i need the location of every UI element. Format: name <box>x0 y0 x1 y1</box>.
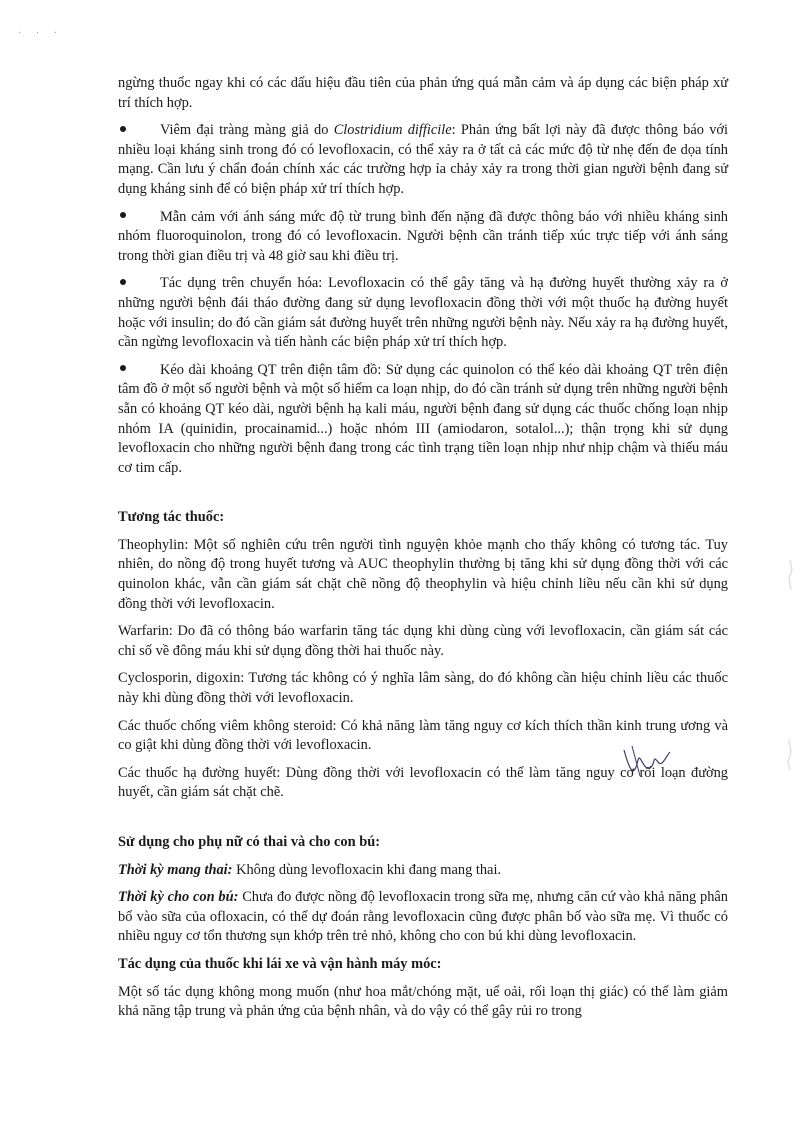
driving-paragraph: Một số tác dụng không mong muốn (như hoa mắt/chóng mặt, uể oải, rối loạn thị giác) có thể làm giảm khả năng tập trung và phản ứng của bệnh nhân, và do vậy có thể gây rủi ro trong <box>118 983 728 1020</box>
handwritten-initials-mark <box>618 742 674 782</box>
edge-stain-mark <box>786 560 794 590</box>
bullet-icon <box>120 212 126 218</box>
driving-heading: Tác dụng của thuốc khi lái xe và vận hành máy móc: <box>118 955 442 972</box>
bullet-prefix: Viêm đại tràng màng giả do <box>160 122 334 139</box>
bullet-item-colitis <box>118 121 728 199</box>
bullet-italic-term: Clostridium difficile <box>333 122 452 139</box>
lactation-label: Thời kỳ cho con bú: <box>118 889 239 906</box>
interaction-theophylin: Theophylin: Một số nghiên cứu trên người tình nguyện khỏe mạnh cho thấy không có tương tác. Tuy nhiên, do nồng độ trong huyết tương và AUC theophylin thường bị tăng khi sử dụng đồng thời với các quinolon khác, vẫn cần giám sát chặt chẽ nồng độ theophylin và hiệu chỉnh liều nếu cần khi sử dụng đồng thời với levofloxacin. <box>118 536 728 612</box>
pregnancy-paragraph <box>118 861 728 881</box>
bullet-icon <box>120 279 126 285</box>
interactions-heading: Tương tác thuốc: <box>118 509 225 526</box>
bullet-text: : Phản ứng bất lợi này đã được thông báo với nhiều loại kháng sinh trong đó có levofloxacin, có thể xảy ra ở tất cả các mức độ từ nhẹ đến đe dọa tính mạng. Cần lưu ý chẩn đoán chính xác các trường hợp ỉa chảy xảy ra trong thời gian người bệnh đang sử dụng kháng sinh để có biện pháp xử trí thích hợp. <box>118 122 728 197</box>
bullet-item-qt-prolongation <box>118 361 728 479</box>
interaction-warfarin: Warfarin: Do đã có thông báo warfarin tăng tác dụng khi dùng cùng với levofloxacin, cần giám sát các chỉ số về đông máu khi sử dụng đồng thời hai thuốc này. <box>118 623 728 659</box>
bullet-text: Tác dụng trên chuyển hóa: Levofloxacin có thể gây tăng và hạ đường huyết thường xảy ra ở những người bệnh đái tháo đường đang sử dụng levofloxacin đồng thời với một thuốc hạ đường huyết hoặc với insulin; do đó cần giám sát đường huyết trên những người bệnh này. Nếu xảy ra hạ đường huyết, cần ngừng levofloxacin và tiến hành các biện pháp xử trí thích hợp. <box>118 275 728 351</box>
document-page <box>118 74 728 1030</box>
bullet-text: Kéo dài khoảng QT trên điện tâm đồ: Sử dụng các quinolon có thể kéo dài khoảng QT trên điện tâm đồ ở một số người bệnh và một số hiếm ca loạn nhịp, do đó cần tránh sử dụng trên những người bệnh sẵn có khoảng QT kéo dài, người bệnh hạ kali máu, người bệnh đang sử dụng các thuốc chống loạn nhịp nhóm IA (quinidin, procainamid...) hoặc nhóm III (amiodaron, sotalol...); thận trọng khi sử dụng levofloxacin cho những người bệnh đang trong các tình trạng tiền loạn nhịp như nhịp chậm và thiếu máu cơ tim cấp. <box>118 361 728 476</box>
edge-stain-mark-2 <box>786 740 794 770</box>
pregnancy-text: Không dùng levofloxacin khi đang mang thai. <box>232 861 502 878</box>
bullet-item-metabolism <box>118 274 728 352</box>
interaction-cyclosporin: Cyclosporin, digoxin: Tương tác không có ý nghĩa lâm sàng, do đó không cần hiệu chỉnh liều các thuốc này khi dùng đồng thời với levofloxacin. <box>118 670 728 707</box>
bullet-icon <box>120 365 126 371</box>
lactation-text: Chưa đo được nồng độ levofloxacin trong sữa mẹ, nhưng căn cứ vào khả năng phân bố vào sữa của ofloxacin, có thể dự đoán rằng levofloxacin cũng được phân bố vào sữa mẹ. Vì thuốc có nhiều nguy cơ tổn thương sụn khớp trên trẻ nhỏ, không cho con bú khi dùng levofloxacin. <box>118 889 728 945</box>
pregnancy-heading: Sử dụng cho phụ nữ có thai và cho con bú: <box>118 834 380 850</box>
corner-speckles: · · · <box>18 28 63 39</box>
interaction-nsaids: Các thuốc chống viêm không steroid: Có khả năng làm tăng nguy cơ kích thích thần kinh trung ương và co giật khi dùng đồng thời với levofloxacin. <box>118 717 728 754</box>
lactation-paragraph <box>118 888 728 947</box>
bullet-icon <box>120 126 126 132</box>
bullet-item-photosensitivity <box>118 208 728 267</box>
interaction-hypoglycemics: Các thuốc hạ đường huyết: Dùng đồng thời với levofloxacin có thể làm tăng nguy cơ rối loạn đường huyết, cần giám sát chặt chẽ. <box>118 764 728 801</box>
pregnancy-label: Thời kỳ mang thai: <box>118 861 233 878</box>
bullet-text: Mẫn cảm với ánh sáng mức độ từ trung bình đến nặng đã được thông báo với nhiều kháng sinh nhóm fluoroquinolon, trong đó có levofloxacin. Người bệnh cần tránh tiếp xúc trực tiếp với ánh sáng trong thời gian điều trị và 48 giờ sau khi điều trị. <box>118 208 728 264</box>
continuation-paragraph: ngừng thuốc ngay khi có các dấu hiệu đầu tiên của phản ứng quá mẫn cảm và áp dụng các biện pháp xử trí thích hợp. <box>118 75 728 111</box>
